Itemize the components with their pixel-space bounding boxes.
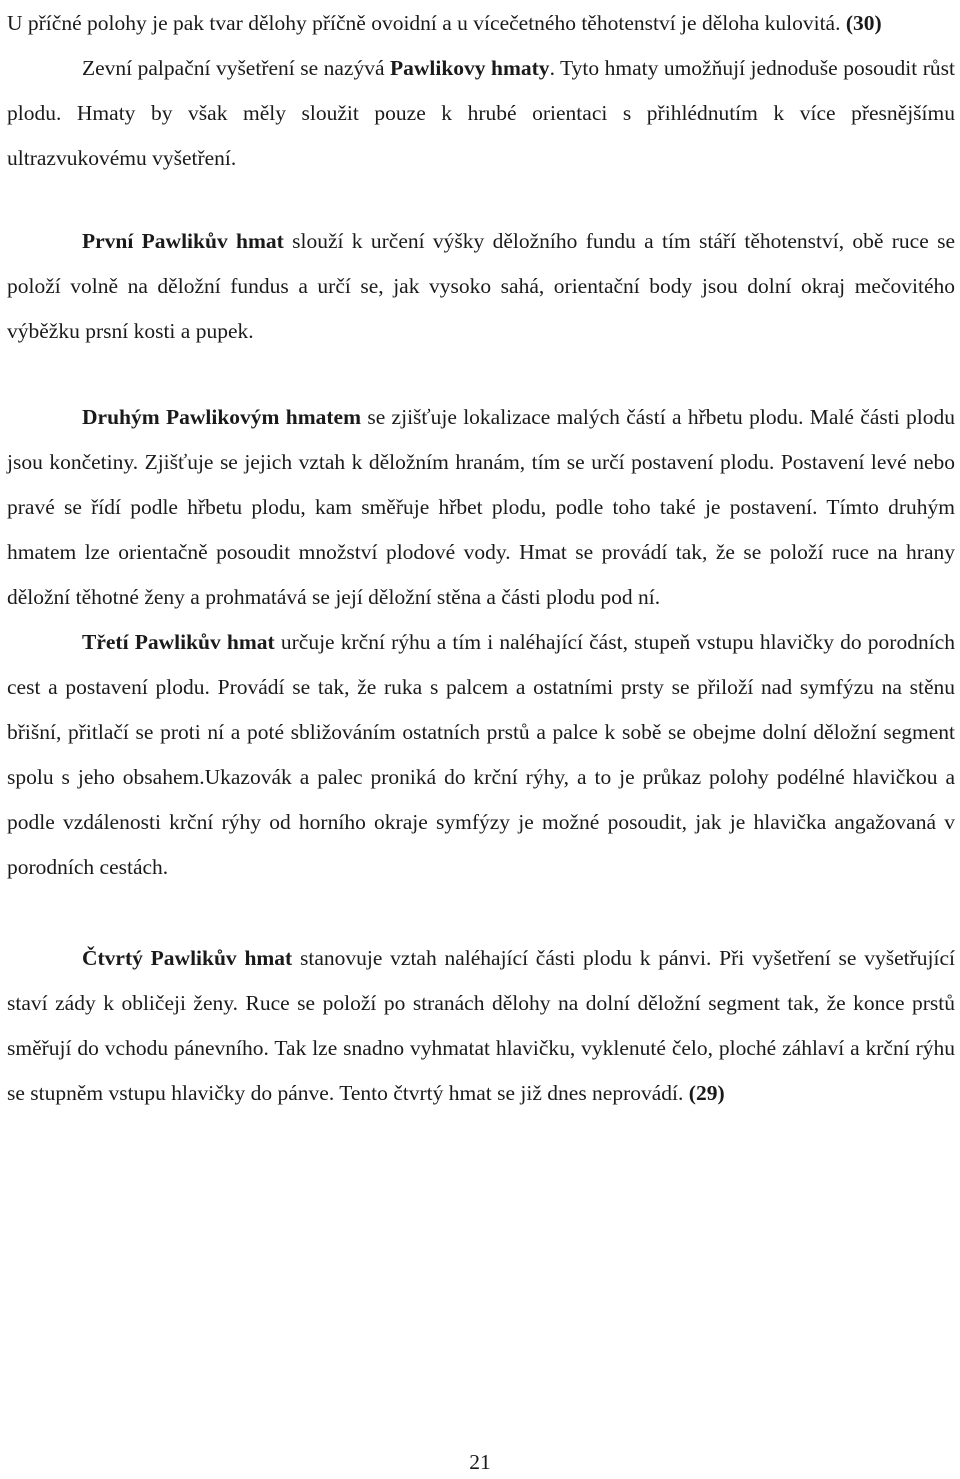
citation-reference: (29) (688, 1081, 725, 1105)
page-number: 21 (469, 1450, 491, 1474)
paragraph-text: stanovuje vztah naléhající části plodu k pánvi. Při vyšetření se vyšetřující staví zády k obličeji ženy. Ruce se položí po stranách dělohy na dolní děložní segment tak, že konce prstů směřují do vchodu pánevního. Tak lze snadno vyhmatat hlavičku, vyklenuté čelo, ploché záhlaví a krční rýhu se stupněm vstupu hlavičky do pánve. Tento čtvrtý hmat se již dnes neprovádí. (7, 946, 955, 1105)
paragraph-second-maneuver (7, 395, 955, 620)
term-pawlik-maneuvers: Pawlikovy hmaty (389, 56, 550, 80)
paragraph-pawlik-intro (7, 46, 955, 181)
paragraph-first-maneuver (7, 219, 955, 354)
paragraph-text: určuje krční rýhu a tím i naléhající část, stupeň vstupu hlavičky do porodních cest a postavení plodu. Provádí se tak, že ruka s palcem a ostatními prsty se přiloží nad symfýzu na stěnu břišní, přitlačí se proti ní a poté sbližováním ostatních prstů a palce k sobě se obejme dolní děložní segment spolu s jeho obsahem.Ukazovák a palec proniká do krční rýhy, a to je průkaz polohy podélné hlavičkou a podle vzdálenosti krční rýhy od horního okraje symfýzy je možné posoudit, jak je hlavička angažovaná v porodních cestách. (7, 630, 955, 879)
paragraph-text: se zjišťuje lokalizace malých částí a hřbetu plodu. Malé části plodu jsou končetiny. Zjišťuje se jejich vztah k děložním hranám, tím se určí postavení plodu. Postavení levé nebo pravé se řídí podle hřbetu plodu, kam směřuje hřbet plodu, podle toho také je postavení. Tímto druhým hmatem lze orientačně posoudit množství plodové vody. Hmat se provádí tak, že se položí ruce na hrany děložní těhotné ženy a prohmatává se její děložní stěna a části plodu pod ní. (7, 405, 955, 609)
term-third-maneuver: Třetí Pawlikův hmat (82, 630, 275, 654)
paragraph-text-pre: Zevní palpační vyšetření se nazývá (82, 56, 390, 80)
paragraph-third-maneuver (7, 620, 955, 890)
paragraph-transverse-position (7, 1, 955, 46)
citation-reference: (30) (845, 11, 882, 35)
paragraph-text: U příčné polohy je pak tvar dělohy příčně ovoidní a u vícečetného těhotenství je děloha kulovitá. (7, 11, 841, 35)
term-second-maneuver: Druhým Pawlikovým hmatem (82, 405, 361, 429)
paragraph-text-post: . Tyto hmaty umožňují jednoduše posoudit růst plodu. Hmaty by však měly sloužit pouze k hrubé orientaci s přihlédnutím k více přesnějšímu ultrazvukovému vyšetření. (7, 56, 955, 170)
paragraph-fourth-maneuver (7, 936, 955, 1116)
document-page (7, 0, 955, 1116)
term-fourth-maneuver: Čtvrtý Pawlikův hmat (82, 946, 293, 970)
term-first-maneuver: První Pawlikův hmat (82, 229, 284, 253)
paragraph-text: slouží k určení výšky děložního fundu a tím stáří těhotenství, obě ruce se položí volně na děložní fundus a určí se, jak vysoko sahá, orientační body jsou dolní okraj mečovitého výběžku prsní kosti a pupek. (7, 229, 955, 343)
